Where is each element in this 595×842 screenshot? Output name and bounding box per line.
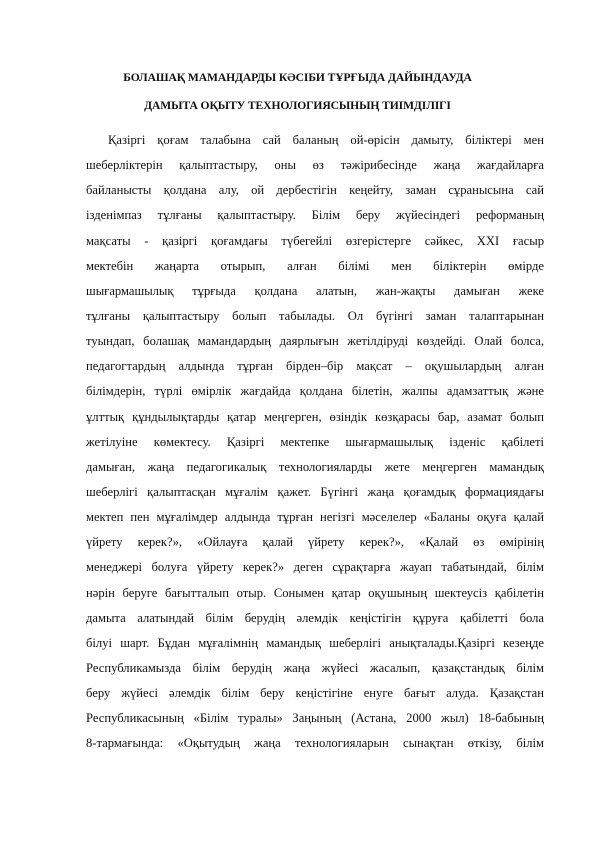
text-line: мақсаты - қазіргі қоғамдағы түбегейлі өзгерістерге сәйкес, XXI ғасыр xyxy=(86,233,544,248)
text-line: дамыта алатындай білім берудің әлемдік кеңістігін құруға қабілетті бола xyxy=(86,610,544,625)
text-line: үйрету керек?», «Ойлауға қалай үйрету керек?», «Қалай өз өмірінің xyxy=(86,535,544,550)
document-title-line-1: БОЛАШАҚ МАМАНДАРДЫ КӘСІБИ ТҰРҒЫДА ДАЙЫНДАУДА xyxy=(123,71,472,84)
text-line: ізденімпаз тұлғаны қалыптастыру. Білім беру жүйесіндегі реформаның xyxy=(86,208,544,223)
text-line: туындап, болашақ мамандардың даярлығын жетілдіруді көздейді. Олай болса, xyxy=(86,334,544,349)
text-line: менеджері болуға үйрету керек?» деген сұрақтарға жауап табатындай, білім xyxy=(86,560,544,575)
text-line: байланысты қолдана алу, ой дербестігін кеңейту, заман сұранысына сай xyxy=(86,183,544,198)
text-line: білімдерін, түрлі өмірлік жағдайда қолдана білетін, жалпы адамзаттық және xyxy=(86,384,544,399)
text-line: мектеп пен мұғалімдер алдында тұрған негізгі мәселелер «Баланы оқуға қалай xyxy=(86,510,544,525)
text-line: 8-тармағында: «Оқытудың жаңа технологияларын сынақтан өткізу, білім xyxy=(86,736,544,751)
text-line: білуі шарт. Бұдан мұғалімнің мамандық шеберлігі анықталады.Қазіргі кезеңде xyxy=(86,635,544,650)
body-paragraph xyxy=(86,128,544,757)
text-line: Республикамызда білім берудің жаңа жүйесі жасалып, қазақстандық білім xyxy=(86,660,544,675)
text-line: ұлттық құндылықтарды қатар меңгерген, өзіндік көзқарасы бар, азамат болып xyxy=(86,409,544,424)
text-line: жетілуіне көмектесу. Қазіргі мектепке шығармашылық ізденіс қабілеті xyxy=(86,434,544,449)
document-title-line-2: ДАМЫТА ОҚЫТУ ТЕХНОЛОГИЯСЫНЫҢ ТИІМДІЛІГІ xyxy=(144,99,451,112)
text-line: Республикасының «Білім туралы» Заңының (Астана, 2000 жыл) 18-бабының xyxy=(86,711,544,726)
text-line: шеберліктерін қалыптастыру, оны өз тәжірибесінде жаңа жағдайларға xyxy=(86,158,544,173)
text-line: нәрін беруге бағытталып отыр. Сонымен қатар оқушының шектеусіз қабілетін xyxy=(86,585,544,600)
text-line: шығармашылық тұрғыда қолдана алатын, жан-жақты дамыған жеке xyxy=(86,283,544,298)
text-line: беру жүйесі әлемдік білім беру кеңістігіне енуге бағыт алуда. Қазақстан xyxy=(86,686,544,701)
text-line: шеберлігі қалыптасқан мұғалім қажет. Бүгінгі жаңа қоғамдық формациядағы xyxy=(86,484,544,499)
text-line: мектебін жаңарта отырып, алған білімі мен біліктерін өмірде xyxy=(86,258,544,273)
text-line: тұлғаны қалыптастыру болып табылады. Ол бүгінгі заман талаптарынан xyxy=(86,308,544,323)
text-line: Қазіргі қоғам талабына сай баланың ой-өрісін дамыту, біліктері мен xyxy=(108,133,544,147)
text-line: педагогтардың алдында тұрған бірден–бір мақсат – оқушылардың алған xyxy=(86,359,544,374)
text-line: дамыған, жаңа педагогикалық технологияларды жете меңгерген мамандық xyxy=(86,459,544,474)
